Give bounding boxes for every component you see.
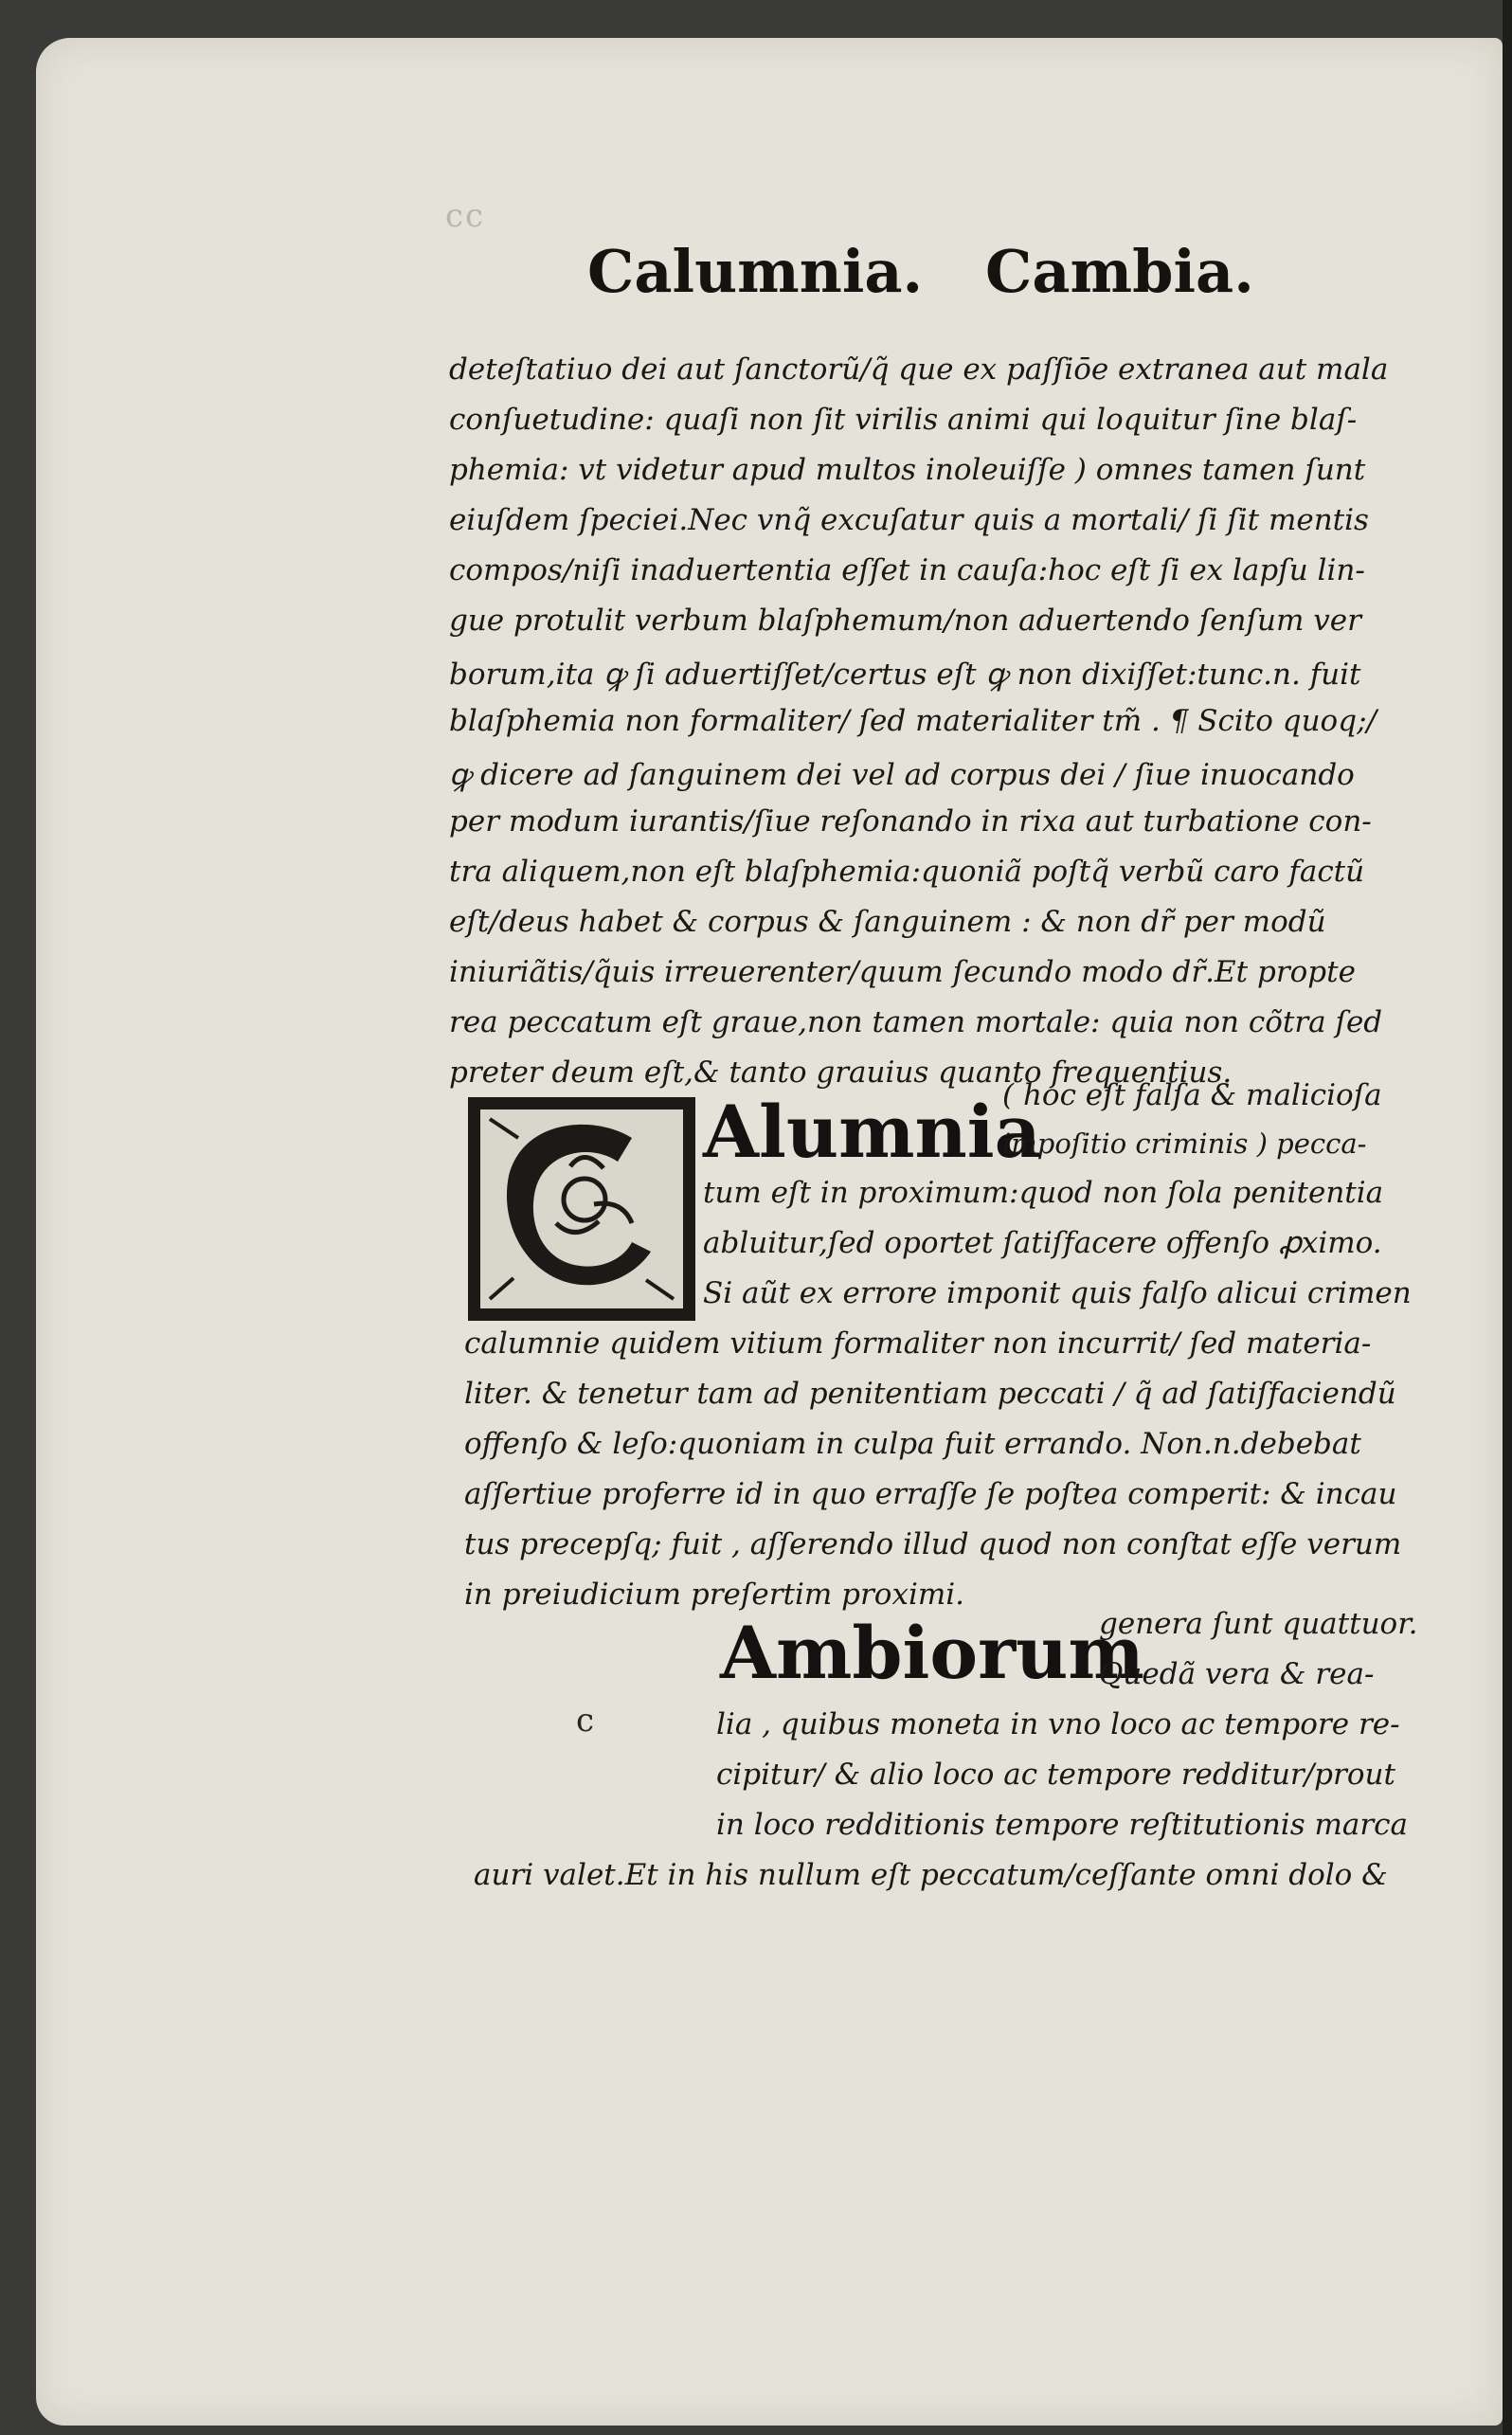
initial-ornament-icon <box>480 1109 683 1308</box>
cambiorum-side-line: genera ſunt quattuor. <box>1099 1607 1418 1641</box>
margin-mark: cc <box>445 197 486 235</box>
text-line: lia , quibus moneta in vno loco ac tempore re- <box>716 1707 1400 1741</box>
text-line: compos/niſi inaduertentia eſſet in cauſa:hoc eſt ſi ex lapſu lin- <box>449 553 1365 587</box>
text-line: iniuriãtis/q̃uis irreuerenter/quum ſecundo modo dr̃.Et propte <box>449 955 1356 989</box>
text-line: tum eſt in proximum:quod non ſola penitentia <box>703 1176 1384 1210</box>
calumnia-side-line: impoſitio criminis ) pecca- <box>1002 1127 1367 1160</box>
text-line: conſuetudine: quaſi non ſit virilis animi qui loquitur ſine blaſ- <box>449 403 1358 437</box>
calumnia-side-line: ( hoc eſt falſa & malicioſa <box>1002 1078 1382 1112</box>
text-line: cipitur/ & alio loco ac tempore redditur/prout <box>716 1758 1395 1792</box>
text-line: aſſertiue proferre id in quo erraſſe ſe poſtea comperit: & incau <box>464 1477 1397 1511</box>
text-line: offenſo & leſo:quoniam in culpa fuit errando. Non.n.debebat <box>464 1427 1361 1461</box>
text-line: blaſphemia non formaliter/ ſed materialiter tm̃ . ¶ Scito quoq;/ <box>449 704 1377 738</box>
text-line: in preiudicium preſertim proximi. <box>464 1578 965 1612</box>
text-line: gue protulit verbum blaſphemum/non aduertendo ſenſum ver <box>449 604 1361 638</box>
text-line: borum,ita ꝙ ſi aduertiſſet/certus eſt ꝙ non dixiſſet:tunc.n. fuit <box>449 658 1361 692</box>
text-line: phemia: vt videtur apud multos inoleuiſſe ) omnes tamen ſunt <box>449 453 1366 487</box>
decorated-initial-c <box>468 1097 695 1321</box>
text-line: auri valet.Et in his nullum eſt peccatum/ceſſante omni dolo & <box>474 1858 1388 1892</box>
text-line: per modum iurantis/ſiue reſonando in rixa aut turbatione con- <box>449 804 1372 839</box>
text-line: eſt/deus habet & corpus & ſanguinem : & non dr̃ per modũ <box>449 905 1326 939</box>
text-line: eiuſdem ſpeciei.Nec vnq̃ excuſatur quis a mortali/ ſi ſit mentis <box>449 503 1369 537</box>
text-line: preter deum eſt,& tanto grauius quanto frequentius. <box>449 1055 1233 1090</box>
cambiorum-heading: Ambiorum <box>720 1611 1144 1695</box>
signature-mark: c <box>576 1702 595 1740</box>
text-line: deteſtatiuo dei aut ſanctorũ/q̃ que ex paſſiōe extranea aut mala <box>449 352 1389 387</box>
running-head-right: Cambia. <box>985 237 1254 306</box>
text-line: tus precepſq; fuit , aſſerendo illud quod non conſtat eſſe verum <box>464 1527 1402 1561</box>
calumnia-heading: Alumnia <box>703 1090 1041 1174</box>
running-head-left: Calumnia. <box>587 237 924 306</box>
text-line: ꝙ dicere ad ſanguinem dei vel ad corpus dei / ſiue inuocando <box>449 758 1355 792</box>
text-line: rea peccatum eſt graue,non tamen mortale: quia non cõtra ſed <box>449 1005 1383 1039</box>
scan-edge <box>1503 0 1512 2435</box>
text-line: tra aliquem,non eſt blaſphemia:quoniã poſtq̃ verbũ caro factũ <box>449 855 1365 889</box>
text-line: in loco redditionis tempore reſtitutionis marca <box>716 1808 1409 1842</box>
text-line: calumnie quidem vitium formaliter non incurrit/ ſed materia- <box>464 1326 1372 1361</box>
text-line: abluitur,ſed oportet ſatiſfacere offenſo ꝓximo. <box>703 1226 1382 1260</box>
cambiorum-side-line: Quedã vera & rea- <box>1099 1657 1375 1691</box>
text-line: liter. & tenetur tam ad penitentiam peccati / q̃ ad ſatiſfaciendũ <box>464 1377 1396 1411</box>
text-line: Si aũt ex errore imponit quis falſo alicui crimen <box>703 1276 1412 1310</box>
